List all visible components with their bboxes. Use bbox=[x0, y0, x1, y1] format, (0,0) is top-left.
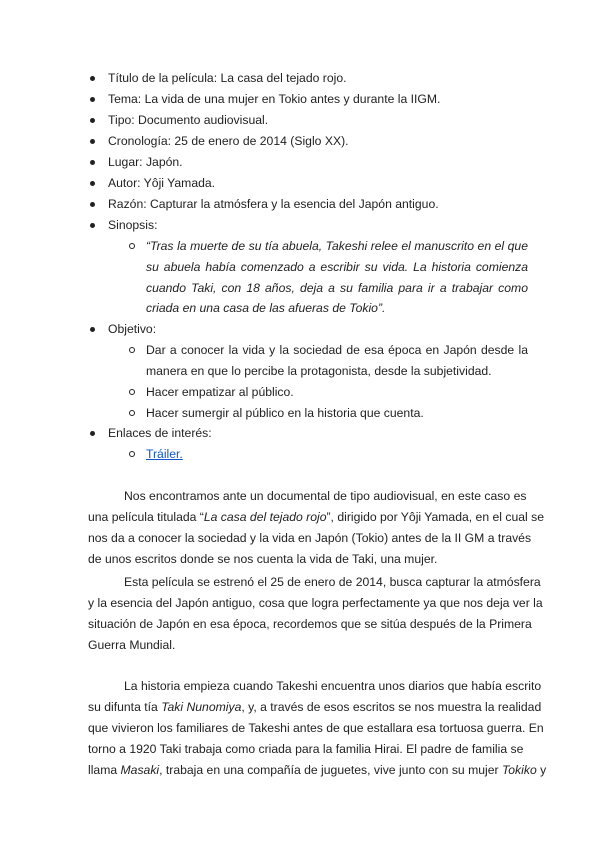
paragraph-text: Guerra Mundial. bbox=[88, 638, 176, 652]
circle-bullet-icon bbox=[129, 347, 135, 353]
objetivo-text: Hacer empatizar al público. bbox=[146, 384, 294, 399]
sinopsis-text-item bbox=[128, 236, 528, 319]
list-item-tipo bbox=[88, 110, 528, 131]
paragraph-text: y la esencia del Japón antiguo, cosa que logra perfectamente ya que nos deja ver la bbox=[88, 596, 543, 610]
circle-bullet-icon bbox=[129, 389, 135, 395]
objetivo-text: Dar a conocer la vida y la sociedad de esa época en Japón desde la manera en que lo percibe la protagonista, desde la subjetividad. bbox=[146, 343, 528, 378]
paragraph-text: de unos escritos donde se nos cuenta la vida de Taki, una mujer. bbox=[88, 552, 438, 566]
character-name-italic: Masaki bbox=[120, 763, 160, 777]
paragraph-line bbox=[88, 614, 532, 635]
paragraph-line bbox=[88, 718, 544, 739]
paragraph-text: , y, a través de esos escritos se nos muestra la realidad bbox=[241, 700, 542, 714]
objetivo-text: Hacer sumergir al público en la historia que cuenta. bbox=[146, 405, 424, 420]
paragraph-line bbox=[88, 486, 527, 507]
paragraph-text: llama bbox=[88, 763, 121, 777]
list-item-text: Título de la película: La casa del tejado rojo. bbox=[108, 71, 347, 85]
list-item-lugar bbox=[88, 152, 528, 173]
paragraph-text: ”, dirigido por Yôji Yamada, en el cual se bbox=[326, 510, 544, 524]
bullet-icon bbox=[90, 118, 95, 123]
bullet-icon bbox=[90, 76, 95, 81]
bullet-icon bbox=[90, 160, 95, 165]
trailer-link[interactable]: Tráiler. bbox=[146, 447, 183, 462]
bullet-icon bbox=[90, 431, 95, 436]
paragraph-intro bbox=[88, 486, 544, 570]
list-item-label: Objetivo: bbox=[108, 322, 157, 337]
paragraph-line bbox=[88, 507, 544, 528]
bullet-icon bbox=[90, 223, 95, 228]
list-item-titulo bbox=[88, 68, 528, 89]
paragraph-line bbox=[88, 635, 513, 656]
objetivo-item bbox=[128, 403, 528, 424]
paragraph-text: y bbox=[536, 763, 547, 777]
paragraph-line bbox=[88, 572, 541, 593]
paragraph-line bbox=[88, 528, 532, 549]
paragraph-text: Nos encontramos ante un documental de tipo audiovisual, en este caso es bbox=[124, 489, 527, 503]
bullet-icon bbox=[90, 327, 95, 332]
list-item-cronologia bbox=[88, 131, 528, 152]
paragraph-text: nos da a conocer la sociedad y la vida en Japón (Tokio) antes de la II GM a través bbox=[88, 531, 532, 545]
objetivo-item bbox=[128, 340, 528, 382]
list-item-text: Lugar: Japón. bbox=[108, 155, 183, 169]
circle-bullet-icon bbox=[129, 410, 135, 416]
paragraph-text: una película titulada “ bbox=[88, 510, 204, 524]
bullet-icon bbox=[90, 202, 95, 207]
list-item-objetivo bbox=[88, 319, 528, 423]
circle-bullet-icon bbox=[129, 243, 135, 249]
paragraph-line bbox=[88, 593, 543, 614]
paragraph-text: situación de Japón en esa época, recordemos que se sitúa después de la Primera bbox=[88, 617, 532, 631]
character-name-italic: Tokiko bbox=[501, 763, 537, 777]
list-item-razon bbox=[88, 194, 528, 215]
paragraph-text: torno a 1920 Taki trabaja como criada para la familia Hirai. El padre de familia se bbox=[88, 742, 524, 756]
paragraph-text: La historia empieza cuando Takeshi encuentra unos diarios que había escrito bbox=[124, 679, 542, 693]
objetivo-sublist bbox=[128, 340, 528, 423]
enlace-item bbox=[128, 444, 528, 465]
list-item-text: Cronología: 25 de enero de 2014 (Siglo XX). bbox=[108, 134, 349, 148]
paragraph-line bbox=[88, 739, 524, 760]
objetivo-item bbox=[128, 382, 528, 403]
list-item-autor bbox=[88, 173, 528, 194]
bullet-icon bbox=[90, 139, 95, 144]
paragraph-estreno bbox=[88, 572, 543, 656]
paragraph-text: que vivieron los familiares de Takeshi antes de que estallara esa tortuosa guerra. En bbox=[88, 721, 544, 735]
paragraph-text: Esta película se estrenó el 25 de enero de 2014, busca capturar la atmósfera bbox=[124, 575, 541, 589]
list-item-tema bbox=[88, 89, 528, 110]
summary-list bbox=[88, 68, 528, 465]
paragraph-line bbox=[88, 676, 542, 697]
sinopsis-quote: “Tras la muerte de su tía abuela, Takeshi relee el manuscrito en el que su abuela había comenzado a escribir su vida. La historia comienza cuando Taki, con 18 años, deja a su familia para ir a trabajar como criada en una casa de las afueras de Tokio”. bbox=[146, 239, 528, 316]
list-item-label: Enlaces de interés: bbox=[108, 426, 212, 441]
list-item-text: Tema: La vida de una mujer en Tokio antes y durante la IIGM. bbox=[108, 92, 441, 106]
list-item-text: Tipo: Documento audiovisual. bbox=[108, 113, 269, 127]
list-item-enlaces bbox=[88, 423, 528, 465]
list-item-text: Autor: Yôji Yamada. bbox=[108, 176, 216, 190]
paragraph-text: , trabaja en una compañía de juguetes, vive junto con su mujer bbox=[159, 763, 502, 777]
character-name-italic: Taki Nunomiya bbox=[161, 700, 242, 714]
enlaces-sublist bbox=[128, 444, 528, 465]
sinopsis-sublist bbox=[128, 236, 528, 319]
paragraph-line bbox=[88, 549, 513, 570]
circle-bullet-icon bbox=[129, 451, 135, 457]
paragraph-historia bbox=[88, 676, 547, 781]
list-item-label: Sinopsis: bbox=[108, 218, 158, 232]
list-item-sinopsis bbox=[88, 215, 528, 319]
list-item-text: Razón: Capturar la atmósfera y la esencia del Japón antiguo. bbox=[108, 197, 439, 211]
paragraph-line bbox=[88, 760, 547, 781]
bullet-icon bbox=[90, 181, 95, 186]
paragraph-line bbox=[88, 697, 542, 718]
bullet-icon bbox=[90, 97, 95, 102]
film-title-italic: La casa del tejado rojo bbox=[203, 510, 327, 524]
paragraph-text: su difunta tía bbox=[88, 700, 162, 714]
